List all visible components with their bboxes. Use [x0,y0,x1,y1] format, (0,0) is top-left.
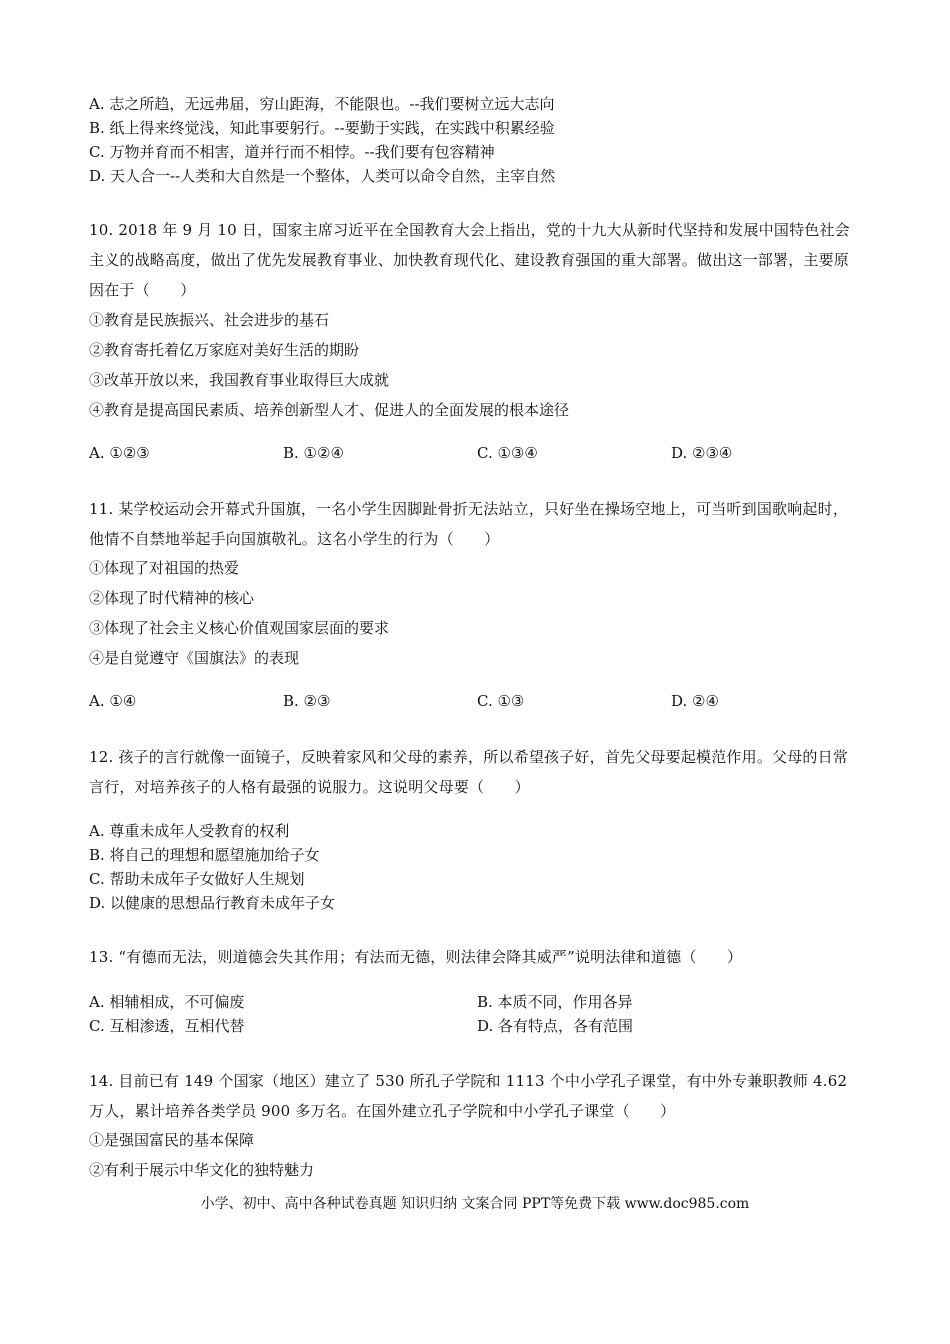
q11-statement-4: ④是自觉遵守《国旗法》的表现 [89,649,300,667]
page-footer: 小学、初中、高中各种试卷真题 知识归纳 文案合同 PPT等免费下载 www.doc985.com [200,1196,750,1212]
q10-option-c: C. ①③④ [477,444,538,462]
q10-statement-2: ②教育寄托着亿万家庭对美好生活的期盼 [89,341,360,359]
q11-option-a: A. ①④ [89,692,137,710]
q11-option-b: B. ②③ [283,692,331,710]
q13-options-row-2 [89,1015,869,1035]
q12-stem: 12. 孩子的言行就像一面镜子，反映着家风和父母的素养，所以希望孩子好，首先父母要起模范作用。父母的日常言行，对培养孩子的人格有最强的说服力。这说明父母要（ ） [89,748,849,796]
q9-option-d: D. 天人合一--人类和大自然是一个整体，人类可以命令自然，主宰自然 [89,167,556,185]
q9-option-c: C. 万物并育而不相害，道并行而不相悖。--我们要有包容精神 [89,143,495,161]
q12-option-d: D. 以健康的思想品行教育未成年子女 [89,894,336,912]
q13-option-c: C. 互相渗透，互相代替 [89,1017,245,1035]
q10-option-a: A. ①②③ [89,444,150,462]
q10-option-b: B. ①②④ [283,444,344,462]
q12-option-c: C. 帮助未成年子女做好人生规划 [89,870,305,888]
q10-statement-1: ①教育是民族振兴、社会进步的基石 [89,311,330,329]
q11-stem: 11. 某学校运动会开幕式升国旗，一名小学生因脚趾骨折无法站立，只好坐在操场空地上，可当听到国歌响起时，他情不自禁地举起手向国旗敬礼。这名小学生的行为（ ） [89,500,849,548]
q11-statement-3: ③体现了社会主义核心价值观国家层面的要求 [89,619,390,637]
q11-statement-1: ①体现了对祖国的热爱 [89,559,240,577]
q10-options [89,444,869,464]
q14-stem: 14. 目前已有 149 个国家（地区）建立了 530 所孔子学院和 1113 个中小学孔子课堂，有中外专兼职教师 4.62 万人，累计培养各类学员 900 多万名。在国外建立孔子学院和中小学孔子课堂（ ） [89,1072,848,1120]
q13-option-a: A. 相辅相成，不可偏废 [89,993,245,1011]
q13-stem: 13. “有德而无法，则道德会失其作用；有法而无德，则法律会降其威严”说明法律和道德（ ） [89,948,743,966]
q9-option-b: B. 纸上得来终觉浅，知此事要躬行。--要勤于实践，在实践中积累经验 [89,119,555,137]
q10-option-d: D. ②③④ [671,444,733,462]
q11-option-d: D. ②④ [671,692,719,710]
q10-stem: 10. 2018 年 9 月 10 日，国家主席习近平在全国教育大会上指出，党的十九大从新时代坚持和发展中国特色社会主义的战略高度，做出了优先发展教育事业、加快教育现代化、建设教育强国的重大部署。做出这一部署，主要原因在于（ ） [89,221,850,299]
q9-option-a: A. 志之所趋，无远弗届，穷山距海，不能限也。--我们要树立远大志向 [89,95,555,113]
q10-statement-3: ③改革开放以来，我国教育事业取得巨大成就 [89,371,390,389]
q11-statement-2: ②体现了时代精神的核心 [89,589,255,607]
q12-option-a: A. 尊重未成年人受教育的权利 [89,822,290,840]
q13-option-d: D. 各有特点，各有范围 [477,1017,634,1035]
q10-statement-4: ④教育是提高国民素质、培养创新型人才、促进人的全面发展的根本途径 [89,401,570,419]
q13-option-b: B. 本质不同，作用各异 [477,993,633,1011]
q12-option-b: B. 将自己的理想和愿望施加给子女 [89,846,320,864]
q13-options-row-1 [89,991,869,1011]
q11-options [89,692,869,712]
q11-option-c: C. ①③ [477,692,525,710]
q14-statement-1: ①是强国富民的基本保障 [89,1131,255,1149]
q14-statement-2: ②有利于展示中华文化的独特魅力 [89,1161,315,1179]
